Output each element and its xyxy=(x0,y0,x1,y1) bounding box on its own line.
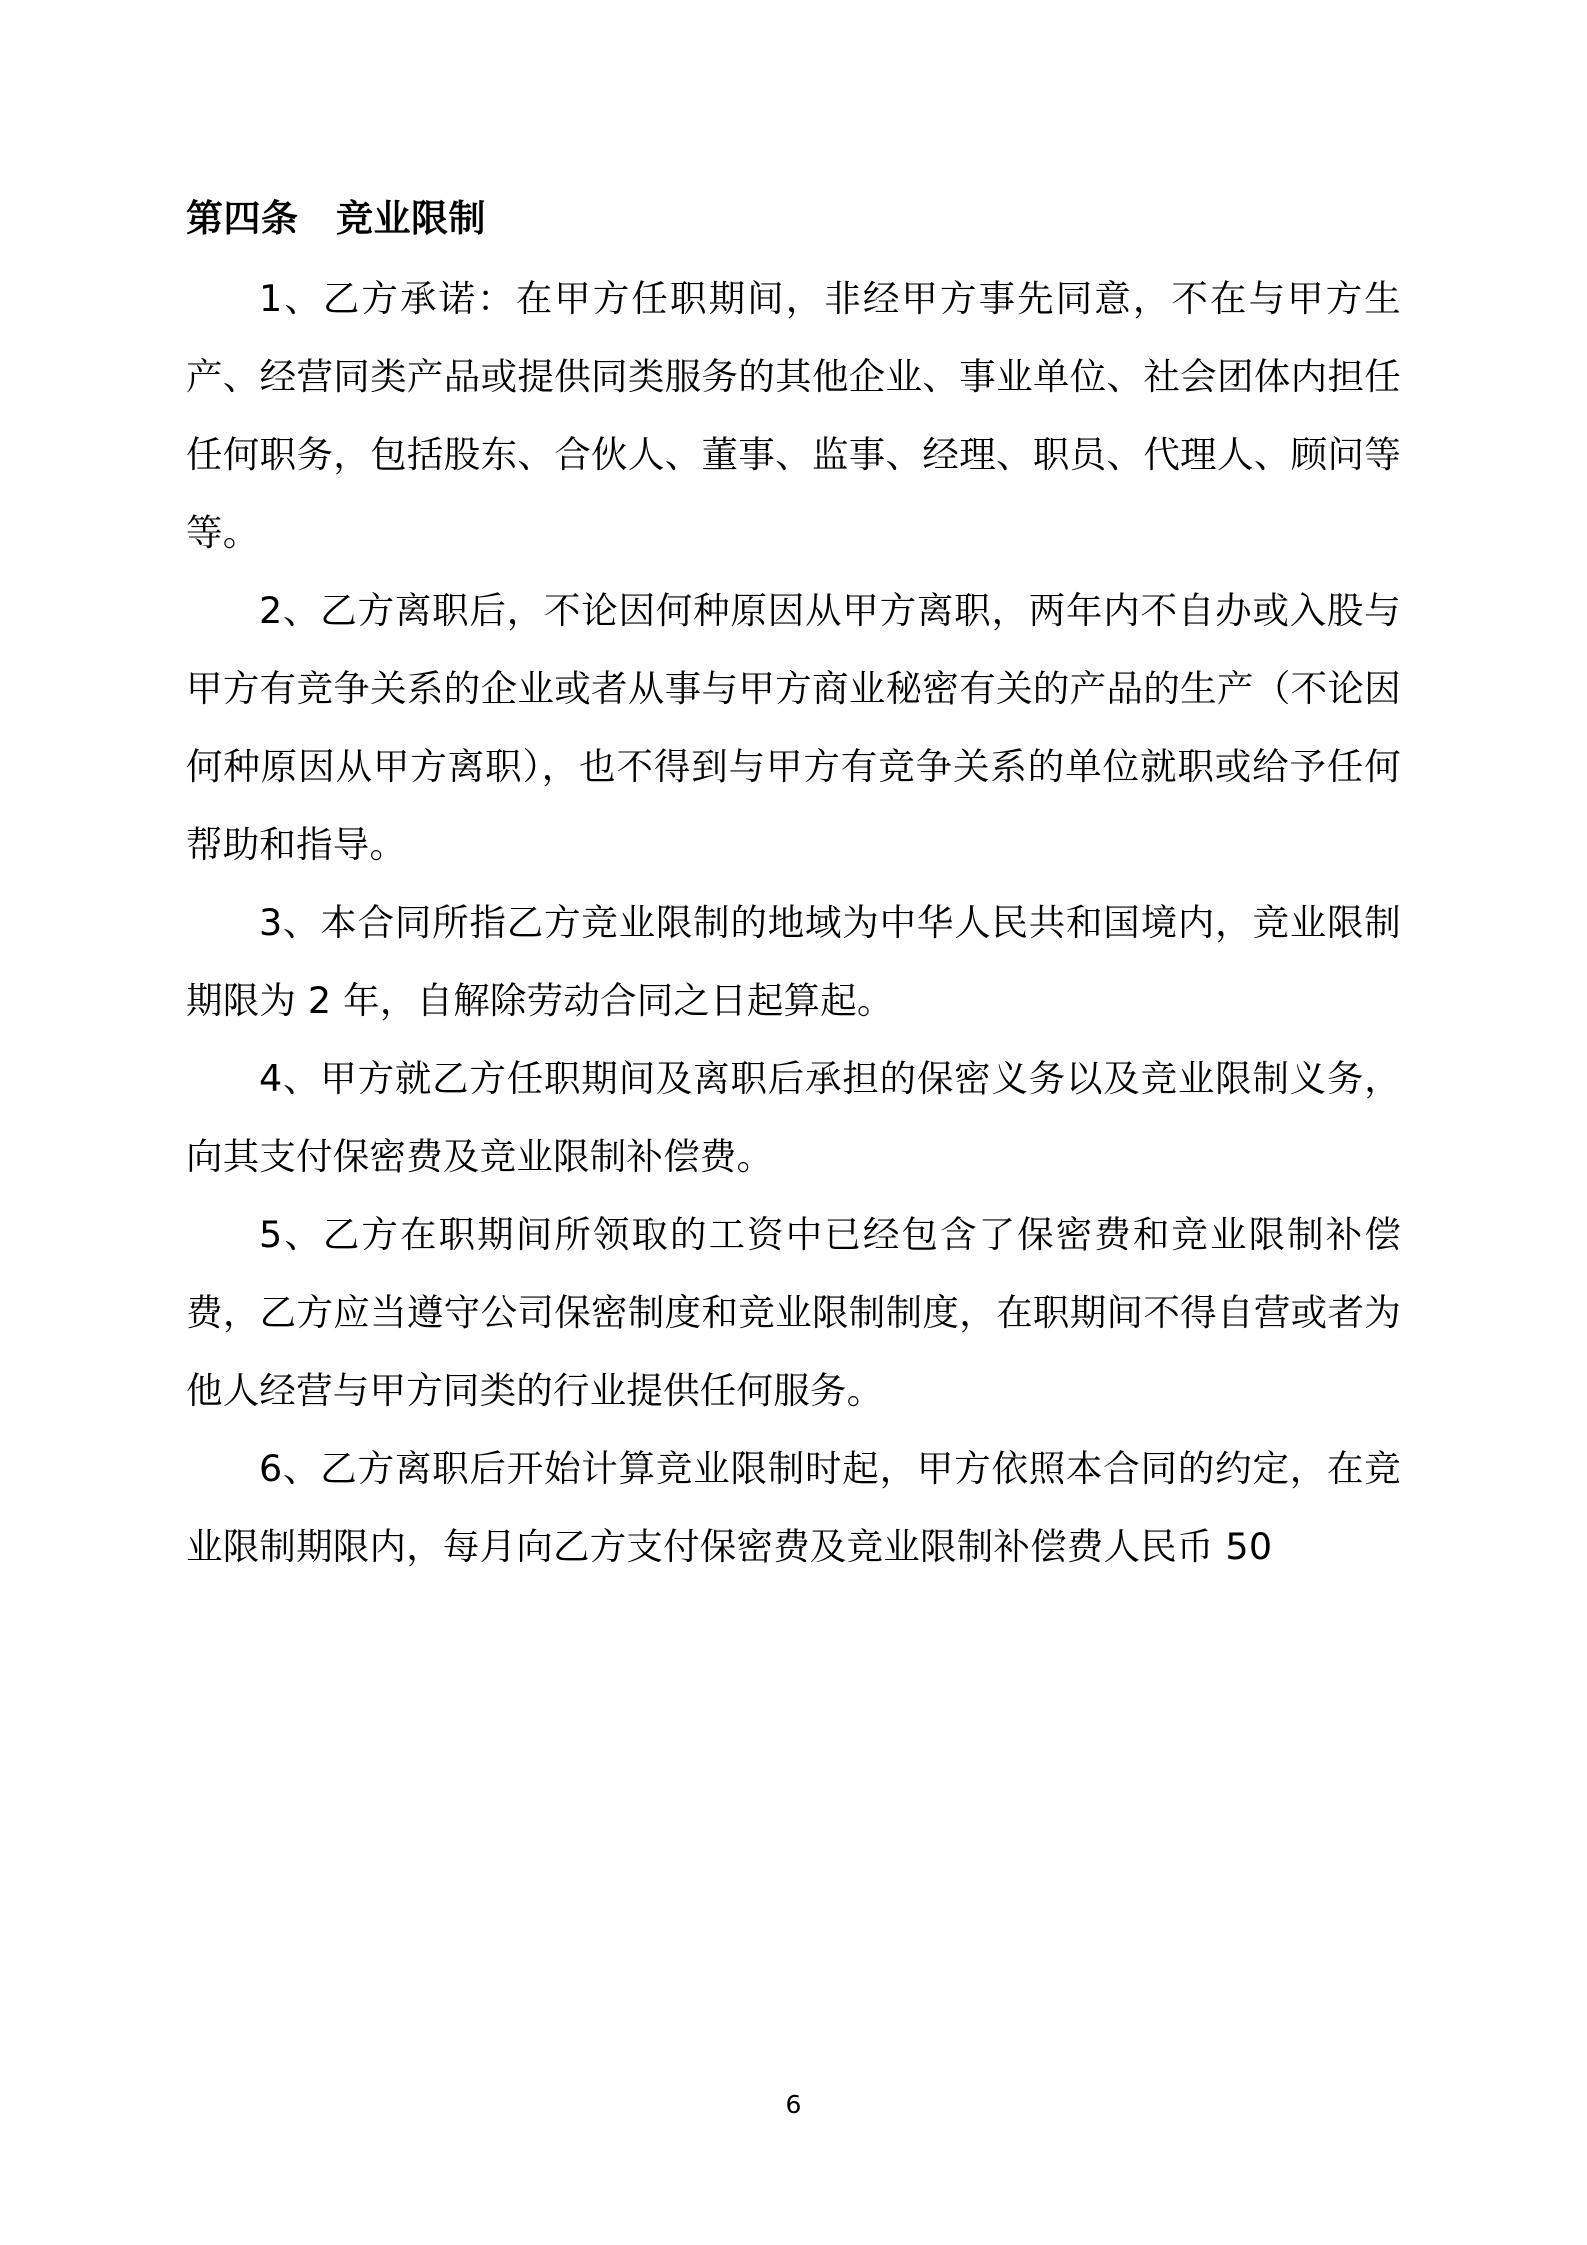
section-heading: 第四条 竞业限制 xyxy=(186,197,486,240)
clause-paragraph-5: 5、乙方在职期间所领取的工资中已经包含了保密费和竞业限制补偿费，乙方应当遵守公司保密制度和竞业限制制度，在职期间不得自营或者为他人经营与甲方同类的行业提供任何服务。 xyxy=(186,1213,1401,1413)
clause-paragraph-3: 3、本合同所指乙方竞业限制的地域为中华人民共和国境内，竞业限制期限为 2 年，自解除劳动合同之日起算起。 xyxy=(186,901,1401,1023)
clause-paragraph-1: 1、乙方承诺：在甲方任职期间，非经甲方事先同意，不在与甲方生产、经营同类产品或提供同类服务的其他企业、事业单位、社会团体内担任任何职务，包括股东、合伙人、董事、监事、经理、职员、代理人、顾问等等。 xyxy=(186,277,1401,555)
clause-paragraph-6: 6、乙方离职后开始计算竞业限制时起，甲方依照本合同的约定，在竞业限制期限内，每月向乙方支付保密费及竞业限制补偿费人民币 50 xyxy=(186,1447,1401,1569)
clause-paragraph-2: 2、乙方离职后，不论因何种原因从甲方离职，两年内不自办或入股与甲方有竞争关系的企业或者从事与甲方商业秘密有关的产品的生产（不论因何种原因从甲方离职），也不得到与甲方有竞争关系的单位就职或给予任何帮助和指导。 xyxy=(186,589,1401,867)
page-number: 6 xyxy=(785,2090,802,2119)
clause-paragraph-4: 4、甲方就乙方任职期间及离职后承担的保密义务以及竞业限制义务，向其支付保密费及竞业限制补偿费。 xyxy=(186,1057,1401,1179)
page-content xyxy=(186,196,1401,1586)
